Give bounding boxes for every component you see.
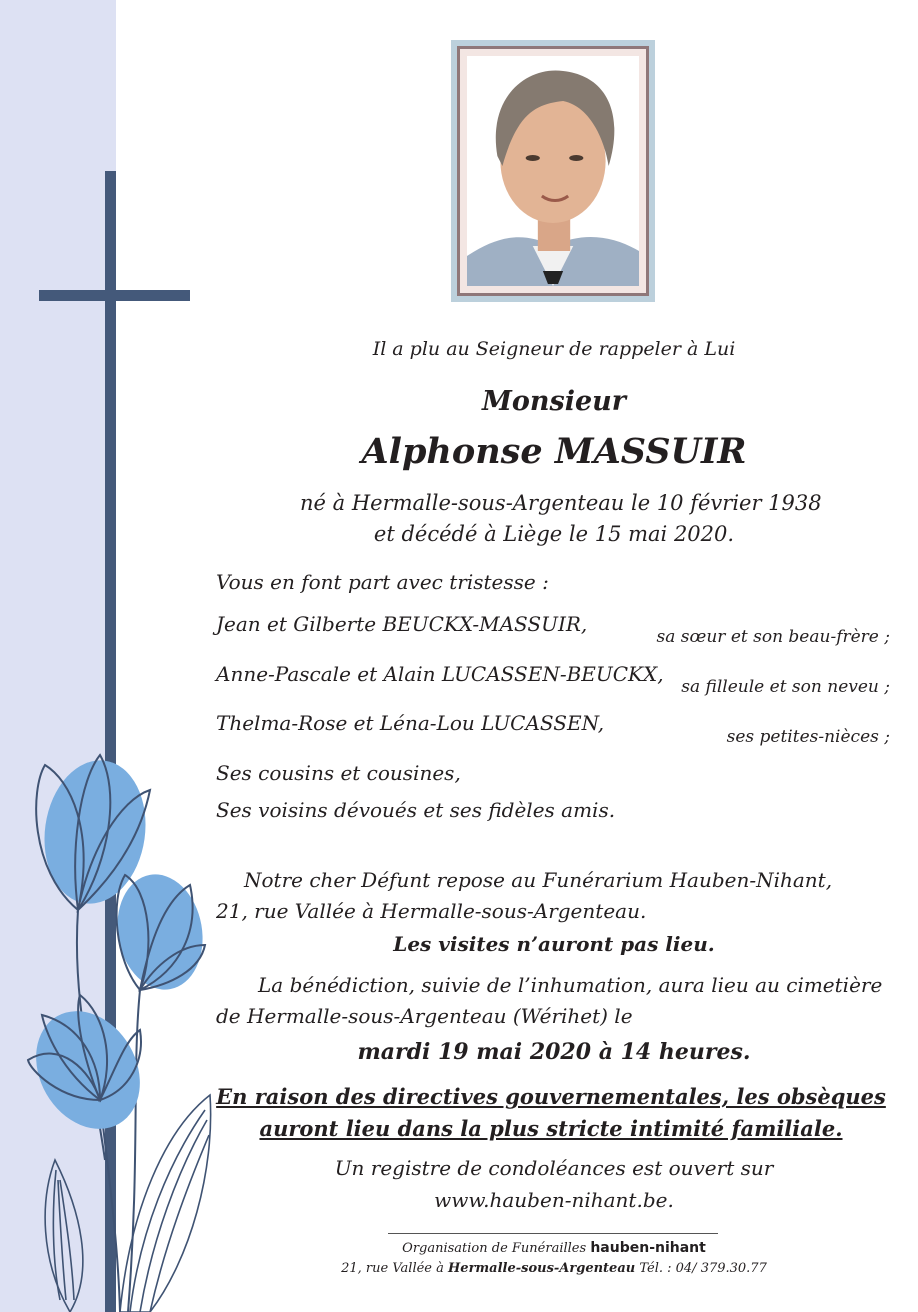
condolence-register: [300, 1152, 808, 1216]
footer-address: [300, 1261, 808, 1276]
register-line-1: Un registre de condoléances est ouvert sur: [334, 1156, 774, 1180]
government-directive-notice: [216, 1081, 886, 1145]
family-member-relation: ses petites-nièces ;: [726, 727, 890, 747]
family-member-name: Anne-Pascale et Alain LUCASSEN-BEUCKX,: [216, 662, 664, 686]
birth-line: né à Hermalle-sous-Argenteau le 10 février 1938: [300, 491, 822, 515]
family-member-name: Thelma-Rose et Léna-Lou LUCASSEN,: [216, 711, 605, 735]
tulip-illustration: [0, 740, 230, 1312]
resting-line-1: Notre cher Défunt repose au Funérarium Hauben-Nihant,: [244, 868, 833, 892]
notice-line-2: auront lieu dans la plus stricte intimité familiale.: [259, 1116, 843, 1141]
family-member-name: Jean et Gilberte BEUCKX-MASSUIR,: [216, 612, 588, 636]
family-intro: Vous en font part avec tristesse :: [216, 570, 549, 594]
ceremony-line-2: de Hermalle-sous-Argenteau (Wérihet) le: [216, 1004, 633, 1028]
tulip-flower-2: [109, 868, 212, 997]
ceremony-line-1: La bénédiction, suivie de l’inhumation, aura lieu au cimetière: [258, 973, 883, 997]
intro-line: Il a plu au Seigneur de rappeler à Lui: [372, 338, 736, 360]
other-relatives: Ses voisins dévoués et ses fidèles amis.: [216, 798, 616, 822]
ceremony-date: mardi 19 mai 2020 à 14 heures.: [357, 1039, 751, 1065]
register-website[interactable]: www.hauben-nihant.be.: [434, 1188, 674, 1212]
footer-org-label: Organisation de Funérailles: [402, 1241, 587, 1256]
portrait-frame: [451, 40, 655, 302]
footer-address-town: Hermalle-sous-Argenteau: [448, 1261, 636, 1276]
death-line: et décédé à Liège le 15 mai 2020.: [373, 522, 735, 546]
portrait-image: [467, 56, 639, 286]
honorific-title: Monsieur: [481, 386, 627, 417]
footer-divider: [388, 1233, 718, 1234]
leaf-left: [45, 1160, 83, 1312]
family-member-relation: sa sœur et son beau-frère ;: [656, 627, 890, 647]
footer-organisation: [300, 1240, 808, 1256]
footer-address-prefix: 21, rue Vallée à: [341, 1261, 444, 1276]
other-relatives: Ses cousins et cousines,: [216, 761, 461, 785]
footer-brand-logo: hauben-nihant: [590, 1240, 706, 1256]
portrait-photo: [457, 46, 649, 296]
footer-phone: Tél. : 04/ 379.30.77: [639, 1261, 767, 1276]
deceased-name: Alphonse MASSUIR: [361, 431, 747, 472]
family-member-relation: sa filleule et son neveu ;: [681, 677, 890, 697]
notice-line-1: En raison des directives gouvernementales, les obsèques: [216, 1084, 886, 1109]
resting-line-2: 21, rue Vallée à Hermalle-sous-Argenteau.: [216, 899, 647, 923]
resting-place: [216, 865, 832, 927]
visits-notice: Les visites n’auront pas lieu.: [393, 932, 715, 956]
birth-death-dates: [300, 488, 822, 550]
ceremony-info: [216, 970, 882, 1032]
cross-icon-horizontal: [39, 290, 190, 301]
